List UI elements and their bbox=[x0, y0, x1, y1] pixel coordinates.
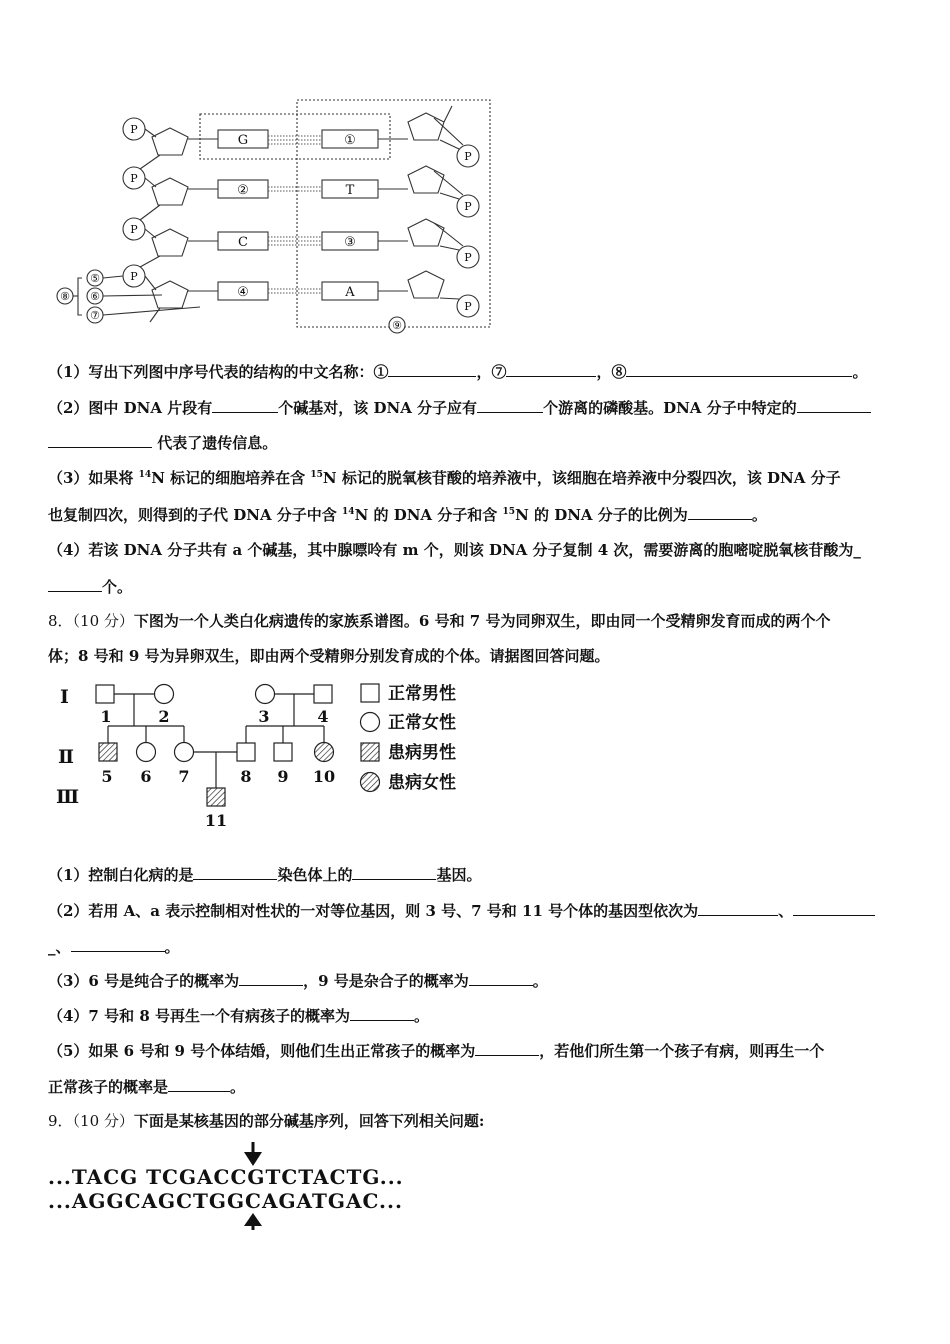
q7-part2-line2: 代表了遗传信息。 bbox=[48, 432, 277, 453]
individual-9 bbox=[274, 743, 292, 761]
q8-part1: （1）控制白化病的是 染色体上的 基因。 bbox=[48, 866, 482, 884]
answer-blank[interactable] bbox=[797, 397, 871, 413]
answer-blank[interactable] bbox=[48, 576, 102, 592]
legend-normal-female: 正常女性 bbox=[388, 713, 456, 733]
q7-part1: （1）写出下列图中序号代表的结构的中文名称：① ，⑦ ，⑧ 。 bbox=[48, 363, 868, 381]
answer-blank[interactable] bbox=[698, 900, 778, 916]
q8-part5-line1: （5）如果 6 号和 9 号个体结婚，则他们生出正常孩子的概率为 ，若他们所生第一个孩子有病，则再生一个 bbox=[48, 1042, 825, 1060]
pentose-right-2 bbox=[408, 166, 444, 193]
label-5: ⑤ bbox=[90, 272, 100, 285]
base-right-4: A bbox=[345, 285, 355, 300]
svg-text:P: P bbox=[130, 270, 138, 283]
base-sequence-figure bbox=[44, 1140, 604, 1232]
legend-affected-male: 患病男性 bbox=[388, 743, 456, 763]
individual-4 bbox=[314, 685, 332, 703]
pentose-right-4 bbox=[408, 271, 444, 298]
svg-text:P: P bbox=[130, 172, 138, 185]
pentose-left-2 bbox=[152, 178, 188, 205]
q7-part3-line2: 也复制四次，则得到的子代 DNA 分子中含 $^{14}$N 的 DNA 分子和含 $^{15}$N 的 DNA 分子的比例为 。 bbox=[48, 506, 767, 524]
base-left-2: ② bbox=[237, 183, 249, 198]
q8-intro-line1: 8．（10 分）下图为一个人类白化病遗传的家族系谱图。6 号和 7 号为同卵双生，即由同一个受精卵发育而成的两个个 bbox=[48, 612, 831, 630]
label-individual-9: 9 bbox=[277, 767, 289, 786]
label-individual-11: 11 bbox=[204, 811, 228, 830]
base-left-4: ④ bbox=[237, 285, 249, 300]
individual-2 bbox=[155, 685, 174, 704]
label-individual-5: 5 bbox=[101, 767, 113, 786]
sequence-top-strand: ...TACG TCGACCGTCTACTG... bbox=[48, 1165, 404, 1189]
generation-III: Ⅲ bbox=[56, 786, 80, 808]
pentose-left-3 bbox=[152, 229, 188, 256]
svg-text:P: P bbox=[464, 251, 472, 264]
answer-blank[interactable] bbox=[212, 397, 278, 413]
pentose-left-4 bbox=[152, 281, 188, 308]
dashed-box-9 bbox=[297, 100, 490, 327]
q8-part2-line1: （2）若用 A、a 表示控制相对性状的一对等位基因，则 3 号、7 号和 11 号个体的基因型依次为 、 bbox=[48, 900, 875, 921]
dna-structure-diagram bbox=[50, 92, 510, 342]
q7-part2-line1: （2）图中 DNA 片段有 个碱基对，该 DNA 分子应有 个游离的磷酸基。DNA 分子中特定的 bbox=[48, 397, 871, 418]
label-individual-1: 1 bbox=[100, 707, 112, 726]
individual-8 bbox=[237, 743, 255, 761]
q8-part3: （3）6 号是纯合子的概率为 ，9 号是杂合子的概率为 。 bbox=[48, 972, 548, 990]
generation-II: Ⅱ bbox=[58, 746, 75, 768]
base-right-1: ① bbox=[344, 133, 356, 148]
generation-I: Ⅰ bbox=[60, 686, 69, 708]
answer-blank[interactable] bbox=[477, 397, 543, 413]
q7-part4-line2: 个。 bbox=[48, 576, 132, 597]
legend-affected-female: 患病女性 bbox=[388, 773, 456, 793]
individual-3 bbox=[256, 685, 275, 704]
answer-blank[interactable] bbox=[469, 970, 533, 986]
individual-7 bbox=[175, 743, 194, 762]
base-right-2: T bbox=[345, 183, 355, 198]
answer-blank[interactable] bbox=[350, 1005, 414, 1021]
answer-blank[interactable] bbox=[793, 900, 875, 916]
cut-arrow-up-icon bbox=[244, 1213, 262, 1230]
label-9: ⑨ bbox=[392, 319, 402, 332]
answer-blank[interactable] bbox=[626, 361, 852, 377]
label-individual-8: 8 bbox=[240, 767, 252, 786]
base-left-3: C bbox=[238, 235, 248, 250]
dashed-box-nucleotide-pair bbox=[200, 114, 390, 159]
legend-affected-male-symbol bbox=[361, 743, 379, 761]
svg-text:P: P bbox=[464, 200, 472, 213]
answer-blank[interactable] bbox=[506, 361, 596, 377]
svg-text:P: P bbox=[464, 300, 472, 313]
label-8: ⑧ bbox=[60, 290, 70, 303]
individual-1 bbox=[96, 685, 114, 703]
q8-part2-line2: _、 。 bbox=[48, 938, 180, 956]
answer-blank[interactable] bbox=[239, 970, 303, 986]
legend-normal-female-symbol bbox=[361, 713, 380, 732]
label-6: ⑥ bbox=[90, 290, 100, 303]
legend-normal-male: 正常男性 bbox=[388, 684, 456, 704]
q7-part3-line1: （3）如果将 $^{14}$N 标记的细胞培养在含 $^{15}$N 标记的脱氧核苷酸的培养液中，该细胞在培养液中分裂四次，该 DNA 分子 bbox=[48, 469, 841, 487]
phosphate-label: P bbox=[130, 123, 138, 136]
base-left-1: G bbox=[237, 133, 249, 148]
q8-part4: （4）7 号和 8 号再生一个有病孩子的概率为 。 bbox=[48, 1007, 429, 1025]
cut-arrow-down-icon bbox=[244, 1142, 262, 1166]
label-individual-10: 10 bbox=[312, 767, 336, 786]
answer-blank[interactable] bbox=[168, 1076, 230, 1092]
label-individual-3: 3 bbox=[258, 707, 270, 726]
answer-blank[interactable] bbox=[48, 432, 152, 448]
label-individual-4: 4 bbox=[317, 707, 329, 726]
answer-blank[interactable] bbox=[388, 361, 476, 377]
legend-normal-male-symbol bbox=[361, 684, 379, 702]
pentose-right-1 bbox=[408, 113, 444, 140]
legend-affected-female-symbol bbox=[361, 773, 380, 792]
answer-blank[interactable] bbox=[475, 1040, 539, 1056]
pentose-left-1 bbox=[152, 128, 188, 155]
label-7: ⑦ bbox=[90, 309, 100, 322]
answer-blank[interactable] bbox=[688, 504, 752, 520]
individual-11 bbox=[207, 788, 225, 806]
label-individual-7: 7 bbox=[178, 767, 190, 786]
q8-intro-line2: 体；8 号和 9 号为异卵双生，即由两个受精卵分别发育成的个体。请据图回答问题。 bbox=[48, 647, 610, 665]
base-right-3: ③ bbox=[344, 235, 356, 250]
individual-10 bbox=[315, 743, 334, 762]
svg-text:P: P bbox=[464, 150, 472, 163]
pedigree-chart bbox=[50, 672, 490, 837]
label-individual-6: 6 bbox=[140, 767, 152, 786]
pentose-right-3 bbox=[408, 219, 444, 246]
q9-intro: 9．（10 分）下面是某核基因的部分碱基序列，回答下列相关问题: bbox=[48, 1112, 485, 1130]
label-individual-2: 2 bbox=[158, 707, 170, 726]
q7-part4-line1: （4）若该 DNA 分子共有 a 个碱基，其中腺嘌呤有 m 个，则该 DNA 分子复制 4 次，需要游离的胞嘧啶脱氧核苷酸为_ bbox=[48, 541, 861, 559]
answer-blank[interactable] bbox=[71, 936, 165, 952]
sequence-bottom-strand: ...AGGCAGCTGGCAGATGAC... bbox=[48, 1189, 403, 1213]
individual-5 bbox=[99, 743, 117, 761]
svg-text:P: P bbox=[130, 223, 138, 236]
individual-6 bbox=[137, 743, 156, 762]
q8-part5-line2: 正常孩子的概率是 。 bbox=[48, 1078, 246, 1096]
answer-blank[interactable] bbox=[193, 864, 277, 880]
answer-blank[interactable] bbox=[352, 864, 436, 880]
